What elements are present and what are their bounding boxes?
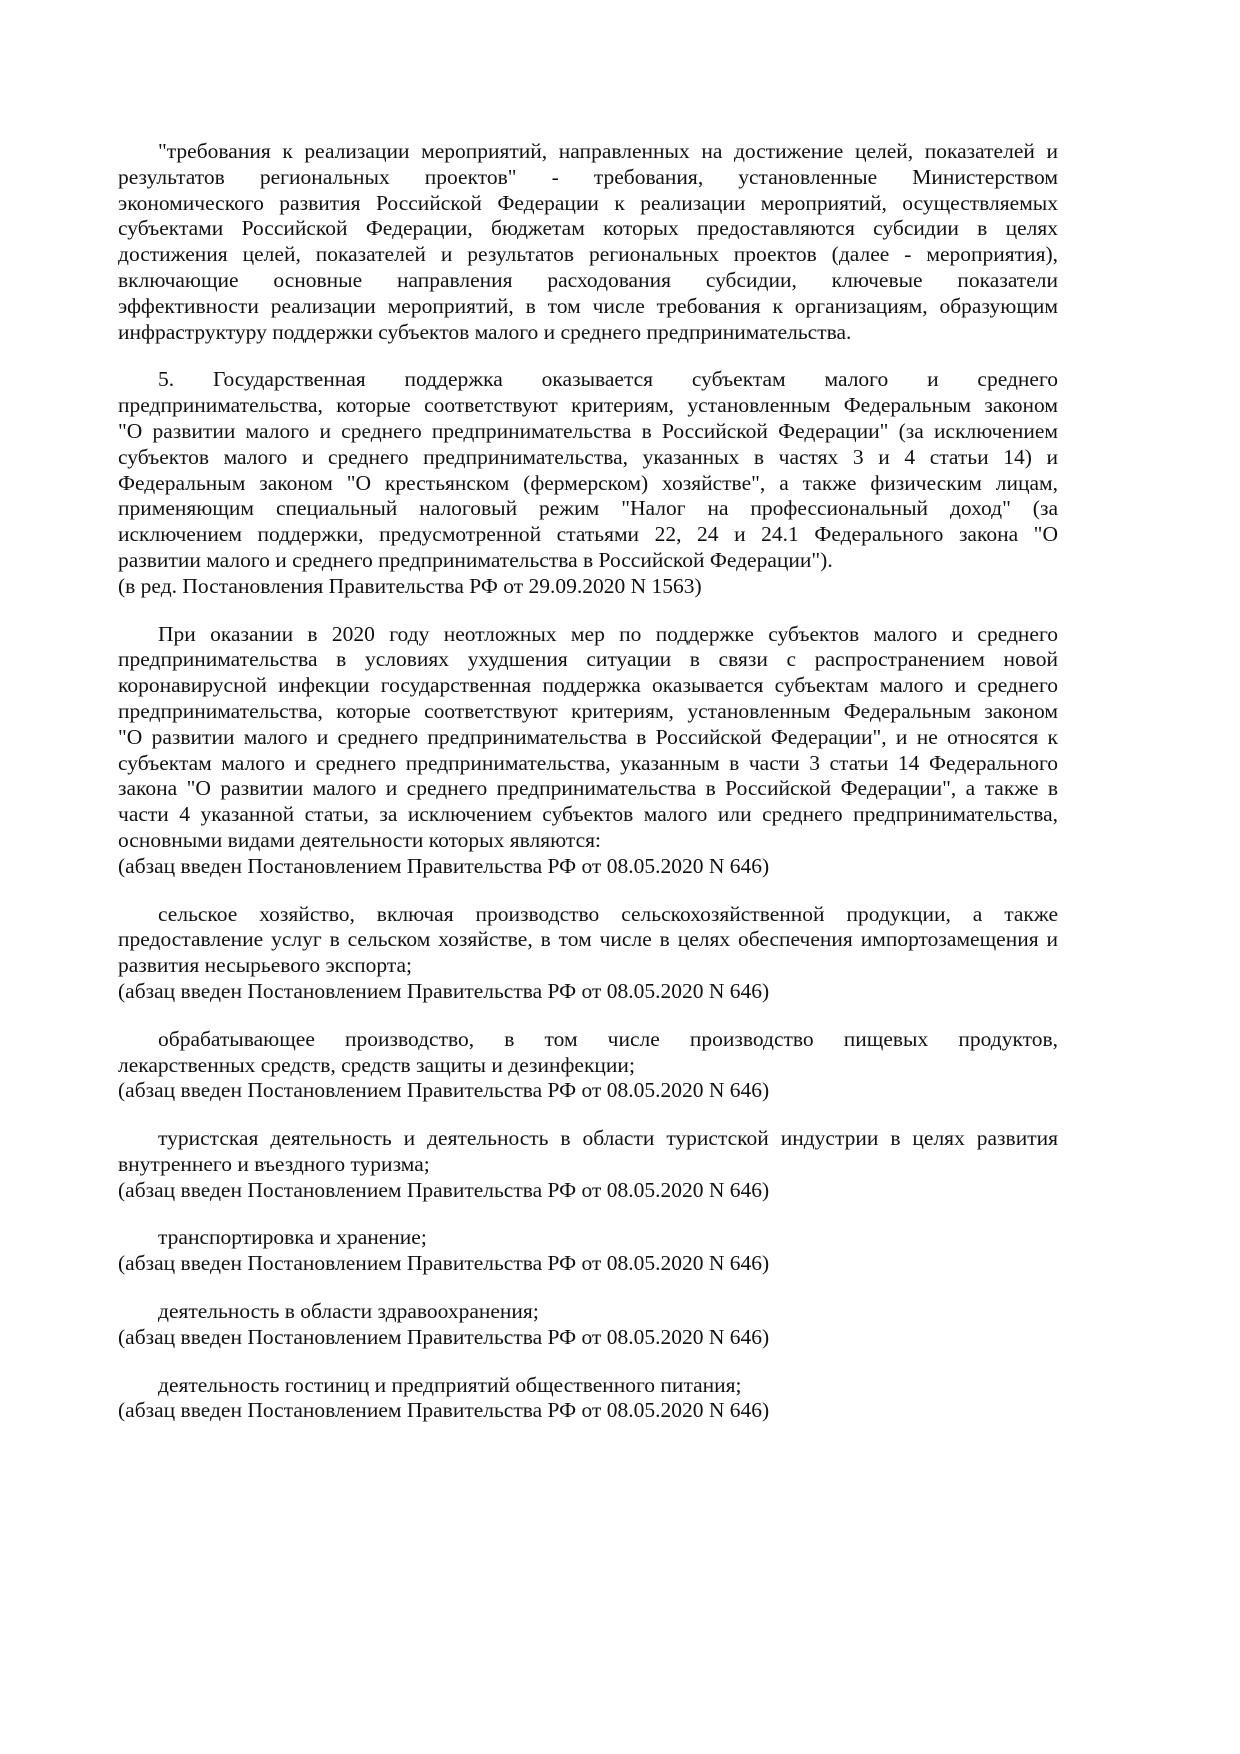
paragraph-line: достижения целей, показателей и результатов региональных проектов (далее - мероприятия), [118,242,1058,267]
paragraph [118,1299,1058,1351]
paragraph-line: экономического развития Российской Федерации к реализации мероприятий, осуществляемых [118,190,1058,215]
paragraph-line: деятельность гостиниц и предприятий общественного питания; [158,1372,742,1397]
paragraph-line: транспортировка и хранение; [158,1225,427,1250]
paragraph-line: "требования к реализации мероприятий, направленных на достижение целей, показателей и [158,139,1058,163]
paragraph-line: сельское хозяйство, включая производство сельскохозяйственной продукции, а также [158,901,1058,926]
paragraph-line: закона "О развитии малого и среднего предпринимательства в Российской Федерации", а также в [118,776,1058,801]
paragraph [118,139,1058,345]
paragraph-line: включающие основные направления расходования субсидии, ключевые показатели [118,267,1058,292]
amendment-note: (в ред. Постановления Правительства РФ от 29.09.2020 N 1563) [118,573,702,598]
paragraph-line: предпринимательства в условиях ухудшения ситуации в связи с распространением новой [118,647,1058,672]
paragraph-line: Федеральным законом "О крестьянском (фермерском) хозяйстве", а также физическим лицам, [118,470,1058,495]
paragraph-line: субъектами Российской Федерации, бюджетам которых предоставляются субсидии в целях [118,216,1058,241]
amendment-note: (абзац введен Постановлением Правительства РФ от 08.05.2020 N 646) [118,1177,770,1202]
paragraph-line: инфраструктуру поддержки субъектов малого и среднего предпринимательства. [118,319,852,344]
paragraph-line: предоставление услуг в сельском хозяйстве, в том числе в целях обеспечения импортозамещения и [118,927,1058,952]
document-page [118,139,1058,1424]
paragraph [118,1126,1058,1203]
paragraph-line: эффективности реализации мероприятий, в том числе требования к организациям, образующим [118,293,1058,318]
paragraph-line: развития несырьевого экспорта; [118,953,413,978]
paragraph [118,1225,1058,1277]
paragraph-line: предпринимательства, которые соответствуют критериям, установленным Федеральным законом [118,698,1058,723]
paragraph-line: внутреннего и въездного туризма; [118,1151,430,1176]
paragraph [118,1027,1058,1104]
amendment-note: (абзац введен Постановлением Правительства РФ от 08.05.2020 N 646) [118,1078,770,1103]
paragraph-line: субъектов малого и среднего предпринимательства, указанных в частях 3 и 4 статьи 14) и [118,444,1058,469]
paragraph [118,622,1058,880]
amendment-note: (абзац введен Постановлением Правительства РФ от 08.05.2020 N 646) [118,853,770,878]
paragraph-line: применяющим специальный налоговый режим "Налог на профессиональный доход" (за [118,496,1058,521]
paragraph [118,1373,1058,1425]
paragraph [118,367,1058,599]
paragraph [118,902,1058,1005]
amendment-note: (абзац введен Постановлением Правительства РФ от 08.05.2020 N 646) [118,1398,770,1423]
paragraph-line: лекарственных средств, средств защиты и дезинфекции; [118,1052,635,1077]
amendment-note: (абзац введен Постановлением Правительства РФ от 08.05.2020 N 646) [118,1251,770,1276]
paragraph-line: деятельность в области здравоохранения; [158,1299,539,1324]
paragraph-line: основными видами деятельности которых являются: [118,827,601,852]
paragraph-line: 5. Государственная поддержка оказывается субъектам малого и среднего [158,367,1058,392]
paragraph-line: "О развитии малого и среднего предпринимательства в Российской Федерации" (за исключением [118,418,1058,443]
paragraph-line: исключением поддержки, предусмотренной статьями 22, 24 и 24.1 Федерального закона "О [118,522,1058,547]
paragraph-line: туристская деятельность и деятельность в области туристской индустрии в целях развития [158,1126,1058,1151]
paragraph-line: предпринимательства, которые соответствуют критериям, установленным Федеральным законом [118,393,1058,418]
paragraph-line: коронавирусной инфекции государственная поддержка оказывается субъектам малого и среднего [118,673,1058,698]
paragraph-line: развитии малого и среднего предпринимательства в Российской Федерации"). [118,547,833,572]
paragraph-line: субъектам малого и среднего предпринимательства, указанным в части 3 статьи 14 Федерального [118,750,1058,775]
paragraph-line: результатов региональных проектов" - требования, установленные Министерством [118,164,1058,189]
paragraph-line: части 4 указанной статьи, за исключением субъектов малого или среднего предпринимательства, [118,802,1058,827]
paragraph-line: "О развитии малого и среднего предпринимательства в Российской Федерации", и не относятся к [118,724,1058,749]
amendment-note: (абзац введен Постановлением Правительства РФ от 08.05.2020 N 646) [118,978,770,1003]
paragraph-line: обрабатывающее производство, в том числе производство пищевых продуктов, [158,1026,1058,1051]
amendment-note: (абзац введен Постановлением Правительства РФ от 08.05.2020 N 646) [118,1324,770,1349]
paragraph-line: При оказании в 2020 году неотложных мер по поддержке субъектов малого и среднего [158,621,1058,646]
